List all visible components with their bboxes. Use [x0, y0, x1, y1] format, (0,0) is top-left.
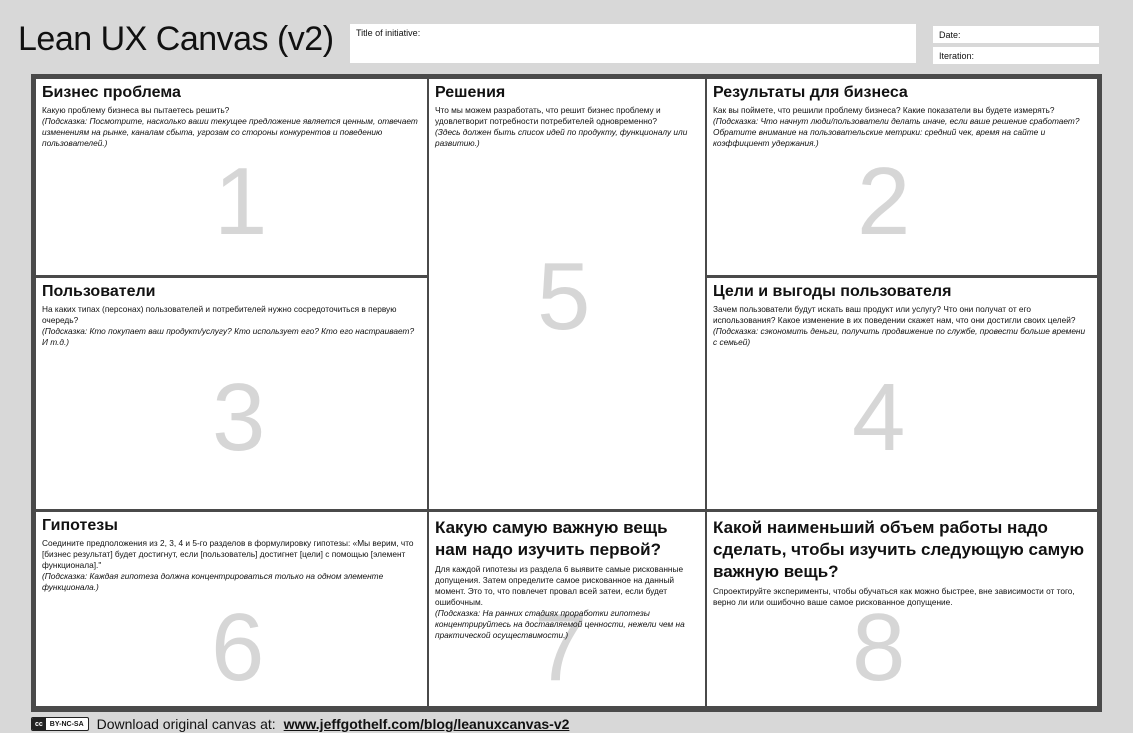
- box-title: Какую самую важную вещь нам надо изучить первой?: [435, 518, 668, 559]
- page-title: Lean UX Canvas (v2): [18, 20, 334, 58]
- box-title: Гипотезы: [42, 517, 118, 534]
- box-business-problem: [36, 79, 427, 275]
- box-title: Результаты для бизнеса: [713, 84, 908, 101]
- box-text: На каких типах (персонах) пользователей и потребителей нужно сосредоточиться в первую очередь?: [42, 304, 397, 325]
- box-solutions: [429, 79, 705, 509]
- date-label: Date:: [939, 30, 961, 40]
- box-number: 6: [211, 594, 265, 701]
- box-hint: (Подсказка: На ранних стадиях проработки гипотезы концентрируйтесь на доставляемой ценности, нежели чем на практической осуществимости.): [435, 608, 685, 640]
- box-hint: (Подсказка: Кто покупает ваш продукт/услугу? Кто использует его? Кто его настраивает? И т.д.): [42, 326, 415, 347]
- box-hint: (Подсказка: Посмотрите, насколько ваши текущее предложение является ценным, отвечает изменениям на рынке, каналам сбыта, угрозам со стороны конкурентов и поведению пользователей.): [42, 116, 418, 148]
- box-number: 1: [214, 148, 268, 255]
- box-title: Решения: [435, 84, 506, 101]
- initiative-label: Title of initiative:: [356, 28, 421, 38]
- iteration-field[interactable]: [933, 47, 1099, 64]
- box-text: Спроектируйте эксперименты, чтобы обучаться как можно быстрее, вне зависимости от того, верно ли или ошибочно ваше самое рискованное допущение.: [713, 586, 1075, 607]
- box-text: Что мы можем разработать, что решит бизнес проблему и удовлетворит потребности потребителей одновременно?: [435, 105, 661, 126]
- box-title: Пользователи: [42, 283, 156, 300]
- box-text: Для каждой гипотезы из раздела 6 выявите самые рискованные допущения. Затем определите самое рискованное на данный момент. Это то, что повлечет провал всей затеи, если будет ошибочным.: [435, 564, 684, 607]
- box-text: Зачем пользователи будут искать ваш продукт или услугу? Что они получат от его использования? Какое изменение в их поведении скажет нам, что они достигли своих целей?: [713, 304, 1076, 325]
- box-number: 4: [852, 364, 906, 471]
- box-title: Бизнес проблема: [42, 84, 181, 101]
- initiative-title-field[interactable]: [350, 24, 916, 63]
- date-field[interactable]: [933, 26, 1099, 43]
- box-number: 2: [857, 148, 911, 255]
- box-hint: (Здесь должен быть список идей по продукту, функционалу или развитию.): [435, 127, 688, 148]
- download-link[interactable]: www.jeffgothelf.com/blog/leanuxcanvas-v2: [283, 716, 570, 732]
- box-users: [36, 278, 427, 509]
- cc-icon: cc: [32, 718, 46, 730]
- footer: [31, 716, 569, 732]
- box-number: 5: [537, 243, 591, 350]
- box-hypotheses: [36, 512, 427, 706]
- creative-commons-badge: [31, 717, 89, 731]
- box-text: Как вы поймете, что решили проблему бизнеса? Какие показатели вы будете измерять?: [713, 105, 1055, 115]
- lean-ux-canvas: [31, 74, 1102, 712]
- box-number: 7: [534, 594, 588, 701]
- iteration-label: Iteration:: [939, 51, 975, 61]
- box-title: Цели и выгоды пользователя: [713, 283, 952, 300]
- box-hint: (Подсказка: сэкономить деньги, получить продвижение по службе, провести больше времени с семьей): [713, 326, 1086, 347]
- box-least-work: [707, 512, 1097, 706]
- box-hint: (Подсказка: Каждая гипотеза должна концентрироваться только на одном элементе функционала.): [42, 571, 384, 592]
- box-title: Какой наименьший объем работы надо сделать, чтобы изучить следующую самую важную вещь?: [713, 518, 1084, 581]
- box-most-important-learning: [429, 512, 705, 706]
- box-number: 3: [212, 364, 266, 471]
- license-text: BY-NC-SA: [49, 720, 84, 728]
- box-user-outcomes: [707, 278, 1097, 509]
- box-number: 8: [852, 594, 906, 701]
- box-business-outcomes: [707, 79, 1097, 275]
- download-text: Download original canvas at:: [96, 716, 276, 732]
- box-text: Какую проблему бизнеса вы пытаетесь решить?: [42, 105, 230, 115]
- box-text: Соедините предположения из 2, 3, 4 и 5-го разделов в формулировку гипотезы: «Мы верим, что [бизнес результат] будет достигнут, если [пользователь] достигнет [цели] с помощью [элемент функционала].": [42, 538, 414, 570]
- box-hint: (Подсказка: Что начнут люди/пользователи делать иначе, если ваше решение сработает? Обратите внимание на пользовательские метрики: средний чек, время на сайте и коэффициент удержания.): [713, 116, 1080, 148]
